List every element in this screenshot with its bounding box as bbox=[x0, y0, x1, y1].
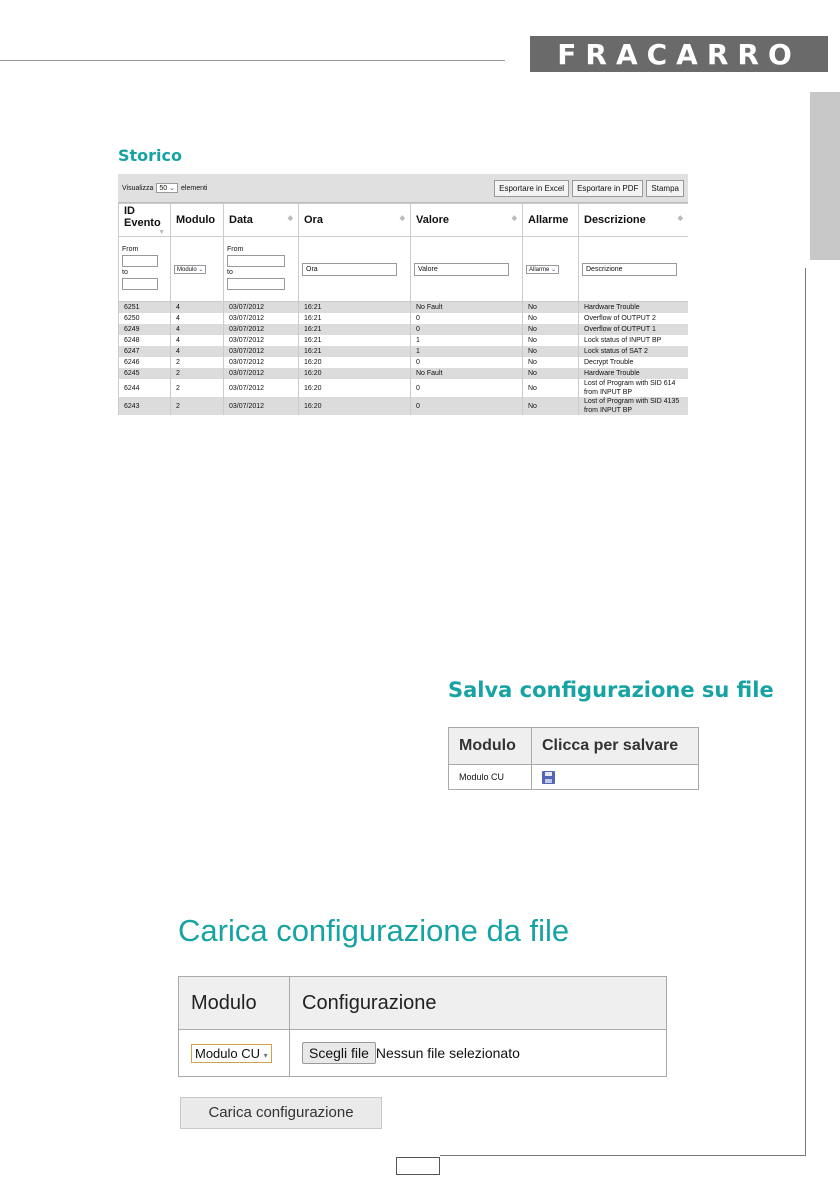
filter-id-from-input[interactable] bbox=[122, 255, 158, 267]
cell-ora: 16:21 bbox=[299, 313, 411, 324]
cell-data: 03/07/2012 bbox=[224, 368, 299, 379]
export-excel-button[interactable]: Esportare in Excel bbox=[494, 180, 569, 197]
cell-descrizione: Lost of Program with SID 614 from INPUT BP bbox=[579, 379, 689, 397]
print-button[interactable]: Stampa bbox=[646, 180, 684, 197]
salva-row-modulo: Modulo CU bbox=[449, 765, 532, 790]
storico-toolbar bbox=[118, 174, 688, 203]
filter-date-from-input[interactable] bbox=[227, 255, 285, 267]
filter-to-label: to bbox=[227, 269, 233, 276]
chevron-down-icon: ▾ bbox=[263, 1050, 268, 1060]
sort-icon: ◆ bbox=[287, 215, 293, 222]
cell-allarme: No bbox=[523, 397, 579, 415]
cell-data: 03/07/2012 bbox=[224, 357, 299, 368]
filter-id-to-input[interactable] bbox=[122, 278, 158, 290]
carica-modulo-cell bbox=[179, 1030, 290, 1077]
cell-id: 6251 bbox=[119, 302, 171, 314]
cell-valore: 0 bbox=[411, 324, 523, 335]
cell-valore: 0 bbox=[411, 313, 523, 324]
cell-id: 6246 bbox=[119, 357, 171, 368]
cell-descrizione: Lock status of INPUT BP bbox=[579, 335, 689, 346]
salva-table bbox=[448, 727, 699, 790]
cell-valore: No Fault bbox=[411, 368, 523, 379]
col-header-valore[interactable]: Valore ◆ bbox=[411, 204, 523, 237]
cell-data: 03/07/2012 bbox=[224, 346, 299, 357]
salva-col-modulo: Modulo bbox=[449, 728, 532, 765]
sort-icon: ◆ bbox=[399, 215, 405, 222]
storico-panel bbox=[118, 174, 688, 420]
cell-descrizione: Lock status of SAT 2 bbox=[579, 346, 689, 357]
page-border-bottom bbox=[440, 1155, 806, 1156]
cell-data: 03/07/2012 bbox=[224, 379, 299, 397]
storico-title: Storico bbox=[118, 146, 183, 165]
col-header-modulo[interactable]: Modulo bbox=[171, 204, 224, 237]
cell-descrizione: Overflow of OUTPUT 1 bbox=[579, 324, 689, 335]
file-status: Nessun file selezionato bbox=[375, 1045, 520, 1061]
cell-modulo: 2 bbox=[171, 368, 224, 379]
filter-from-label: From bbox=[227, 246, 244, 253]
col-header-allarme[interactable]: Allarme bbox=[523, 204, 579, 237]
filter-descrizione-input[interactable]: Descrizione bbox=[582, 263, 677, 276]
cell-allarme: No bbox=[523, 346, 579, 357]
col-header-ora[interactable]: Ora ◆ bbox=[299, 204, 411, 237]
cell-id: 6243 bbox=[119, 397, 171, 415]
cell-ora: 16:21 bbox=[299, 302, 411, 314]
floppy-disk-icon[interactable] bbox=[542, 771, 555, 784]
cell-descrizione: Decrypt Trouble bbox=[579, 357, 689, 368]
cell-id: 6249 bbox=[119, 324, 171, 335]
cell-id: 6244 bbox=[119, 379, 171, 397]
col-header-id-evento[interactable]: ID Evento ▼ bbox=[119, 204, 171, 237]
chevron-down-icon: ⌄ bbox=[198, 266, 204, 273]
filter-modulo bbox=[171, 237, 224, 302]
carica-col-configurazione: Configurazione bbox=[290, 977, 667, 1030]
cell-descrizione: Lost of Program with SID 4135 from INPUT BP bbox=[579, 397, 689, 415]
cell-modulo: 4 bbox=[171, 335, 224, 346]
cell-data: 03/07/2012 bbox=[224, 397, 299, 415]
cell-ora: 16:20 bbox=[299, 397, 411, 415]
export-pdf-button[interactable]: Esportare in PDF bbox=[572, 180, 643, 197]
cell-data: 03/07/2012 bbox=[224, 324, 299, 335]
cell-modulo: 4 bbox=[171, 313, 224, 324]
cell-valore: 0 bbox=[411, 379, 523, 397]
cell-descrizione: Overflow of OUTPUT 2 bbox=[579, 313, 689, 324]
choose-file-button[interactable]: Scegli file bbox=[302, 1042, 376, 1064]
cell-ora: 16:21 bbox=[299, 346, 411, 357]
carica-file-cell bbox=[290, 1030, 667, 1077]
col-header-data[interactable]: Data ◆ bbox=[224, 204, 299, 237]
filter-allarme bbox=[523, 237, 579, 302]
cell-modulo: 4 bbox=[171, 302, 224, 314]
filter-id bbox=[119, 237, 171, 302]
cell-allarme: No bbox=[523, 302, 579, 314]
cell-valore: No Fault bbox=[411, 302, 523, 314]
page-border-right bbox=[805, 268, 806, 1156]
cell-data: 03/07/2012 bbox=[224, 313, 299, 324]
carica-title: Carica configurazione da file bbox=[178, 913, 570, 948]
storico-table bbox=[118, 203, 688, 415]
cell-allarme: No bbox=[523, 368, 579, 379]
col-header-descrizione[interactable]: Descrizione ◆ bbox=[579, 204, 689, 237]
sort-desc-icon: ▼ bbox=[158, 228, 165, 236]
chevron-down-icon: ⌄ bbox=[169, 185, 176, 192]
cell-modulo: 4 bbox=[171, 324, 224, 335]
cell-allarme: No bbox=[523, 357, 579, 368]
entries-label: elementi bbox=[181, 184, 208, 192]
cell-allarme: No bbox=[523, 379, 579, 397]
carica-table bbox=[178, 976, 667, 1077]
cell-valore: 1 bbox=[411, 346, 523, 357]
cell-allarme: No bbox=[523, 313, 579, 324]
cell-id: 6247 bbox=[119, 346, 171, 357]
filter-to-label: to bbox=[122, 269, 128, 276]
filter-descrizione bbox=[579, 237, 689, 302]
cell-id: 6250 bbox=[119, 313, 171, 324]
salva-save-cell bbox=[532, 765, 699, 790]
cell-modulo: 2 bbox=[171, 397, 224, 415]
filter-valore-input[interactable]: Valore bbox=[414, 263, 509, 276]
cell-data: 03/07/2012 bbox=[224, 335, 299, 346]
cell-ora: 16:20 bbox=[299, 357, 411, 368]
filter-modulo-select[interactable]: Modulo ⌄ bbox=[174, 265, 206, 274]
cell-valore: 0 bbox=[411, 357, 523, 368]
cell-modulo: 2 bbox=[171, 357, 224, 368]
header-rule bbox=[0, 60, 505, 61]
filter-ora-input[interactable]: Ora bbox=[302, 263, 397, 276]
cell-modulo: 2 bbox=[171, 379, 224, 397]
cell-valore: 1 bbox=[411, 335, 523, 346]
filter-date-to-input[interactable] bbox=[227, 278, 285, 290]
show-label: Visualizza bbox=[122, 184, 154, 192]
cell-allarme: No bbox=[523, 335, 579, 346]
fracarro-logo: FRACARRO bbox=[530, 36, 828, 72]
cell-data: 03/07/2012 bbox=[224, 302, 299, 314]
page-size-select[interactable]: 50 ⌄ bbox=[156, 183, 178, 193]
page-number-box bbox=[396, 1157, 440, 1175]
cell-id: 6248 bbox=[119, 335, 171, 346]
cell-ora: 16:20 bbox=[299, 379, 411, 397]
cell-descrizione: Hardware Trouble bbox=[579, 302, 689, 314]
carica-col-modulo: Modulo bbox=[179, 977, 290, 1030]
filter-ora bbox=[299, 237, 411, 302]
cell-ora: 16:21 bbox=[299, 324, 411, 335]
filter-valore bbox=[411, 237, 523, 302]
cell-ora: 16:21 bbox=[299, 335, 411, 346]
filter-data bbox=[224, 237, 299, 302]
cell-ora: 16:20 bbox=[299, 368, 411, 379]
cell-modulo: 4 bbox=[171, 346, 224, 357]
salva-col-clicca: Clicca per salvare bbox=[532, 728, 699, 765]
carica-configurazione-button[interactable]: Carica configurazione bbox=[180, 1097, 382, 1129]
cell-id: 6245 bbox=[119, 368, 171, 379]
filter-allarme-select[interactable]: Allarme ⌄ bbox=[526, 265, 559, 274]
cell-allarme: No bbox=[523, 324, 579, 335]
filter-from-label: From bbox=[122, 246, 139, 253]
salva-title: Salva configurazione su file bbox=[448, 678, 774, 702]
cell-valore: 0 bbox=[411, 397, 523, 415]
sort-icon: ◆ bbox=[677, 215, 683, 222]
cell-descrizione: Hardware Trouble bbox=[579, 368, 689, 379]
side-tab bbox=[810, 92, 840, 260]
sort-icon: ◆ bbox=[511, 215, 517, 222]
modulo-select[interactable]: Modulo CU ▾ bbox=[191, 1044, 272, 1063]
chevron-down-icon: ⌄ bbox=[551, 266, 557, 273]
